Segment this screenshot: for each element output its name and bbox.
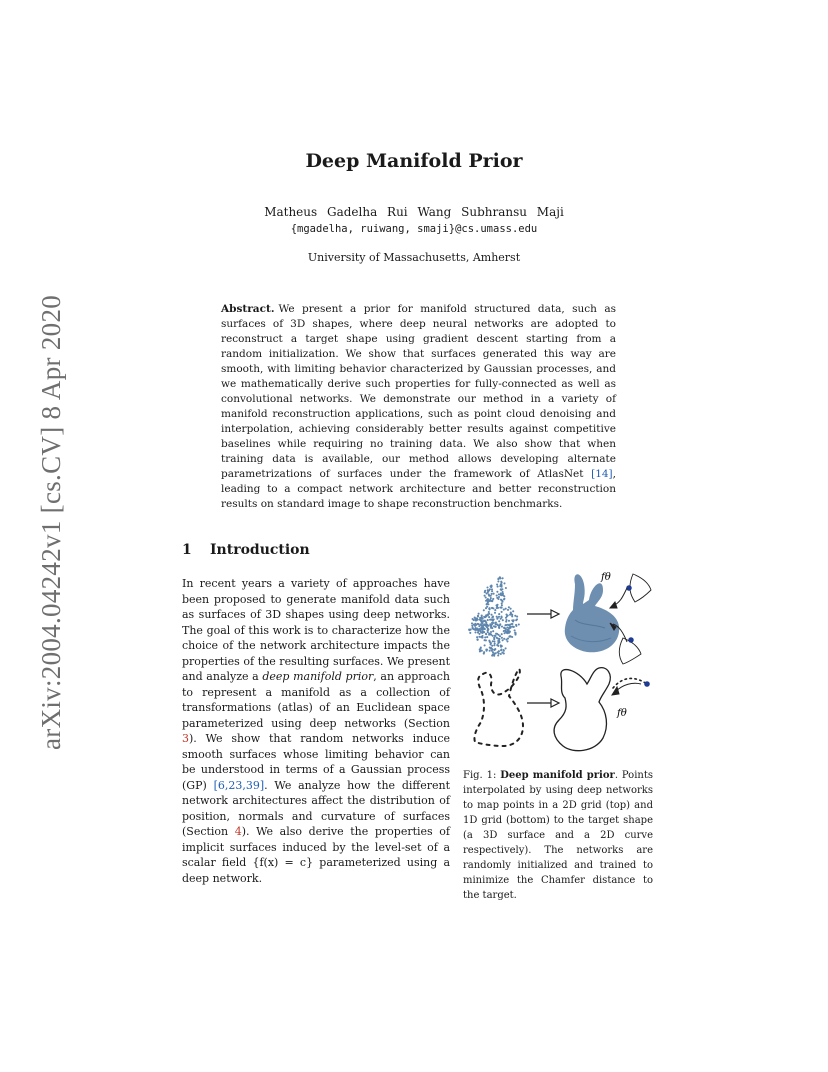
point-cloud-dot	[483, 609, 485, 611]
abstract-text: We present a prior for manifold structured data, such as surfaces of 3D shapes, where deep neural networks are adopted to reconstruct a target shape using gradient descent starting from a random initialization. We show that surfaces generated this way are smooth, with limiting behavior characterized by Gaussian processes, and we mathematically derive such properties for fully-connected as well as convolutional networks. We demonstrate our method in a variety of manifold reconstruction applications, such as point cloud denoising and interpolation, achieving considerably better results against competitive baselines while requiring no training data. We also show that when training data is available, our method allows developing alternate parametrizations of surfaces under the framework of AtlasNet	[221, 303, 616, 480]
point-cloud-dot	[485, 600, 487, 602]
point-cloud-dot	[490, 619, 492, 621]
point-cloud-dot	[496, 637, 498, 639]
point-cloud-dot	[479, 617, 481, 619]
point-cloud-dot	[476, 639, 478, 641]
author-list: Matheus Gadelha Rui Wang Subhransu Maji	[264, 205, 564, 219]
point-cloud-dot	[487, 614, 489, 616]
point-cloud-dot	[491, 645, 493, 647]
intro-text: ). We show that random networks induce smooth surfaces whose limiting behavior can be understood in terms of a Gaussian process (GP)	[182, 732, 450, 792]
point-cloud-dot	[496, 591, 498, 593]
point-cloud-dot	[478, 613, 480, 615]
point-cloud-dot	[496, 595, 498, 597]
point-cloud-dot	[511, 614, 513, 616]
paper-title: Deep Manifold Prior	[305, 150, 523, 172]
point-cloud-dot	[481, 625, 483, 627]
point-cloud-dot	[479, 619, 481, 621]
point-cloud-dot	[490, 597, 492, 599]
point-cloud-dot	[493, 644, 495, 646]
point-cloud-dot	[505, 624, 507, 626]
point-cloud-dot	[506, 626, 508, 628]
point-cloud-dot	[501, 611, 503, 613]
point-cloud-dot	[492, 635, 494, 637]
abstract	[221, 302, 616, 512]
intro-text: . We analyze how the different network architectures affect the distribution of position, normals and curvature of surfaces (Section	[182, 778, 450, 838]
point-cloud-dot	[479, 650, 481, 652]
point-cloud-dot	[493, 640, 495, 642]
point-cloud-dot	[497, 580, 499, 582]
point-cloud-dot	[471, 622, 473, 624]
point-cloud-dot	[505, 587, 507, 589]
figure-1-illustration	[463, 566, 655, 762]
bunny-point-cloud	[468, 576, 520, 657]
section-ref-link[interactable]: 4	[234, 825, 242, 838]
point-cloud-dot	[495, 604, 497, 606]
point-cloud-dot	[498, 593, 500, 595]
bunny-curve-dashed	[474, 669, 523, 746]
point-cloud-dot	[499, 623, 501, 625]
mapping-arrow-top	[527, 610, 559, 618]
point-cloud-dot	[502, 619, 504, 621]
point-cloud-dot	[473, 619, 475, 621]
point-cloud-dot	[478, 629, 480, 631]
point-cloud-dot	[482, 628, 484, 630]
section-title: Introduction	[210, 542, 310, 558]
point-cloud-dot	[477, 615, 479, 617]
point-cloud-dot	[494, 648, 496, 650]
point-cloud-dot	[511, 636, 513, 638]
point-cloud-dot	[481, 637, 483, 639]
point-cloud-dot	[490, 631, 492, 633]
point-cloud-dot	[494, 635, 496, 637]
point-cloud-dot	[489, 647, 491, 649]
point-cloud-dot	[501, 604, 503, 606]
point-cloud-dot	[512, 626, 514, 628]
point-cloud-dot	[481, 620, 483, 622]
intro-text: , an approach to represent a manifold as a collection of transformations (atlas) of an Euclidean space parameterized using deep networks (Section	[182, 670, 450, 730]
point-cloud-dot	[498, 650, 500, 652]
point-cloud-dot	[500, 583, 502, 585]
point-cloud-dot	[490, 614, 492, 616]
point-cloud-dot	[514, 634, 516, 636]
point-cloud-dot	[489, 650, 491, 652]
point-cloud-dot	[488, 640, 490, 642]
intro-text: ). We also derive the properties of implicit surfaces induced by the level-set of a scalar field {f(x) = c} parameterized using a deep network.	[182, 825, 450, 885]
point-cloud-dot	[516, 616, 518, 618]
point-cloud-dot	[497, 640, 499, 642]
point-cloud-dot	[498, 620, 500, 622]
point-cloud-dot	[488, 608, 490, 610]
point-cloud-dot	[486, 636, 488, 638]
point-cloud-dot	[484, 595, 486, 597]
point-cloud-dot	[501, 637, 503, 639]
point-cloud-dot	[511, 623, 513, 625]
point-cloud-dot	[503, 582, 505, 584]
point-cloud-dot	[493, 638, 495, 640]
point-cloud-dot	[498, 596, 500, 598]
point-cloud-dot	[496, 583, 498, 585]
point-cloud-dot	[503, 638, 505, 640]
mapping-arrow-bottom	[527, 699, 559, 707]
point-cloud-dot	[490, 633, 492, 635]
point-cloud-dot	[493, 625, 495, 627]
point-cloud-dot	[512, 610, 514, 612]
point-cloud-dot	[488, 611, 490, 613]
parameter-patch-upper	[627, 574, 651, 602]
point-cloud-dot	[500, 616, 502, 618]
point-cloud-dot	[500, 653, 502, 655]
point-cloud-dot	[494, 609, 496, 611]
point-cloud-dot	[491, 627, 493, 629]
parameter-line-1d	[613, 678, 647, 688]
point-cloud-dot	[498, 638, 500, 640]
point-cloud-dot	[507, 609, 509, 611]
point-cloud-dot	[489, 623, 491, 625]
point-cloud-dot	[484, 636, 486, 638]
point-cloud-dot	[503, 627, 505, 629]
abstract-label: Abstract.	[221, 303, 275, 315]
point-cloud-dot	[483, 623, 485, 625]
point-cloud-dot	[483, 653, 485, 655]
point-cloud-dot	[513, 619, 515, 621]
point-cloud-dot	[499, 577, 501, 579]
point-cloud-dot	[494, 612, 496, 614]
point-cloud-dot	[479, 648, 481, 650]
point-cloud-dot	[491, 588, 493, 590]
point-cloud-dot	[485, 650, 487, 652]
point-cloud-dot	[501, 633, 503, 635]
point-cloud-dot	[491, 585, 493, 587]
point-cloud-dot	[486, 603, 488, 605]
point-cloud-dot	[505, 613, 507, 615]
point-cloud-dot	[501, 600, 503, 602]
point-cloud-dot	[486, 586, 488, 588]
point-cloud-dot	[508, 635, 510, 637]
intro-text: In recent years a variety of approaches have been proposed to generate manifold data such as surfaces of 3D shapes using deep networks. The goal of this work is to characterize how the choice of the network architecture impacts the properties of the resulting surfaces. We present and analyze a	[182, 577, 450, 683]
point-cloud-dot	[505, 608, 507, 610]
author-emails: {mgadelha, ruiwang, smaji}@cs.umass.edu	[290, 223, 538, 235]
point-cloud-dot	[481, 628, 483, 630]
point-cloud-dot	[498, 652, 500, 654]
point-cloud-dot	[500, 618, 502, 620]
point-cloud-dot	[487, 629, 489, 631]
caption-prefix: Fig. 1:	[463, 770, 497, 781]
point-cloud-dot	[483, 631, 485, 633]
point-cloud-dot	[491, 593, 493, 595]
point-cloud-dot	[492, 616, 494, 618]
point-cloud-dot	[476, 636, 478, 638]
point-cloud-dot	[469, 632, 471, 634]
point-cloud-dot	[497, 617, 499, 619]
point-cloud-dot	[501, 586, 503, 588]
point-cloud-dot	[496, 644, 498, 646]
point-cloud-dot	[503, 630, 505, 632]
point-cloud-dot	[501, 602, 503, 604]
point-cloud-dot	[490, 595, 492, 597]
f-theta-label-top: fθ	[601, 572, 611, 583]
intro-term: deep manifold prior	[262, 670, 374, 683]
point-cloud-dot	[508, 606, 510, 608]
point-cloud-dot	[493, 593, 495, 595]
affiliation: University of Massachusetts, Amherst	[307, 251, 521, 264]
caption-text: . Points interpolated by using deep networks to map points in a 2D grid (top) and 1D grid (bottom) to the target shape (a 3D surface and a 2D curve respectively). The networks are randomly initialized and trained to minimize the Chamfer distance to the target.	[463, 770, 653, 901]
point-cloud-dot	[499, 607, 501, 609]
point-cloud-dot	[474, 631, 476, 633]
point-cloud-dot	[492, 654, 494, 656]
point-cloud-dot	[492, 630, 494, 632]
point-cloud-dot	[510, 608, 512, 610]
patch-point-marker	[629, 638, 634, 643]
point-cloud-dot	[518, 623, 520, 625]
point-cloud-dot	[504, 632, 506, 634]
point-cloud-dot	[500, 594, 502, 596]
point-cloud-dot	[508, 627, 510, 629]
point-cloud-dot	[505, 619, 507, 621]
point-cloud-dot	[491, 607, 493, 609]
point-cloud-dot	[489, 599, 491, 601]
point-cloud-dot	[503, 598, 505, 600]
point-cloud-dot	[485, 596, 487, 598]
point-cloud-dot	[503, 609, 505, 611]
point-cloud-dot	[514, 632, 516, 634]
point-cloud-dot	[491, 648, 493, 650]
point-cloud-dot	[503, 649, 505, 651]
citation-link[interactable]: [6,23,39]	[213, 778, 265, 792]
point-cloud-dot	[503, 652, 505, 654]
point-cloud-dot	[506, 640, 508, 642]
point-cloud-dot	[490, 625, 492, 627]
mesh-body	[565, 574, 619, 652]
point-cloud-dot	[515, 619, 517, 621]
point-cloud-dot	[474, 629, 476, 631]
point-cloud-dot	[496, 633, 498, 635]
section-number: 1	[182, 542, 192, 558]
point-cloud-dot	[514, 629, 516, 631]
point-cloud-dot	[484, 639, 486, 641]
point-cloud-dot	[486, 624, 488, 626]
point-cloud-dot	[484, 644, 486, 646]
patch-point-marker	[627, 586, 632, 591]
section-heading	[182, 542, 310, 558]
point-cloud-dot	[498, 625, 500, 627]
point-cloud-dot	[502, 577, 504, 579]
f-theta-label-bottom: fθ	[617, 708, 627, 719]
abstract-text-end: , leading to a compact network architecture and better reconstruction results on standard image to shape reconstruction benchmarks.	[221, 468, 616, 510]
intro-paragraph	[182, 576, 450, 886]
point-cloud-dot	[478, 625, 480, 627]
bunny-mesh-surface	[565, 574, 619, 652]
point-cloud-dot	[508, 620, 510, 622]
point-cloud-dot	[501, 588, 503, 590]
point-cloud-dot	[491, 622, 493, 624]
point-cloud-dot	[494, 642, 496, 644]
point-cloud-dot	[500, 581, 502, 583]
point-cloud-dot	[475, 624, 477, 626]
point-cloud-dot	[505, 639, 507, 641]
point-cloud-dot	[497, 586, 499, 588]
point-cloud-dot	[488, 616, 490, 618]
point-cloud-dot	[478, 636, 480, 638]
point-cloud-dot	[486, 606, 488, 608]
point-cloud-dot	[505, 647, 507, 649]
point-cloud-dot	[468, 629, 470, 631]
line-point-marker	[645, 682, 650, 687]
point-cloud-dot	[506, 615, 508, 617]
point-cloud-dot	[514, 615, 516, 617]
point-cloud-dot	[474, 618, 476, 620]
point-cloud-dot	[485, 633, 487, 635]
point-cloud-dot	[485, 622, 487, 624]
point-cloud-dot	[471, 625, 473, 627]
point-cloud-dot	[509, 631, 511, 633]
point-cloud-dot	[491, 599, 493, 601]
point-cloud-dot	[500, 648, 502, 650]
citation-link[interactable]: [14]	[591, 468, 613, 480]
section-ref-link[interactable]: 3	[182, 732, 189, 745]
point-cloud-dot	[515, 625, 517, 627]
point-cloud-dot	[487, 619, 489, 621]
point-cloud-dot	[501, 626, 503, 628]
point-cloud-dot	[500, 644, 502, 646]
caption-title: Deep manifold prior	[500, 770, 615, 781]
bunny-curve-solid	[554, 668, 610, 751]
arxiv-identifier: arXiv:2004.04242v1 [cs.CV] 8 Apr 2020	[36, 294, 66, 750]
point-cloud-dot	[487, 592, 489, 594]
point-cloud-dot	[497, 654, 499, 656]
point-cloud-dot	[491, 590, 493, 592]
point-cloud-dot	[502, 639, 504, 641]
point-cloud-dot	[487, 598, 489, 600]
point-cloud-dot	[490, 643, 492, 645]
point-cloud-dot	[498, 613, 500, 615]
point-cloud-dot	[497, 578, 499, 580]
point-cloud-dot	[487, 631, 489, 633]
parameter-patch-lower	[619, 638, 641, 664]
point-cloud-dot	[478, 633, 480, 635]
point-cloud-dot	[495, 622, 497, 624]
point-cloud-dot	[484, 591, 486, 593]
figure-caption	[463, 768, 653, 903]
